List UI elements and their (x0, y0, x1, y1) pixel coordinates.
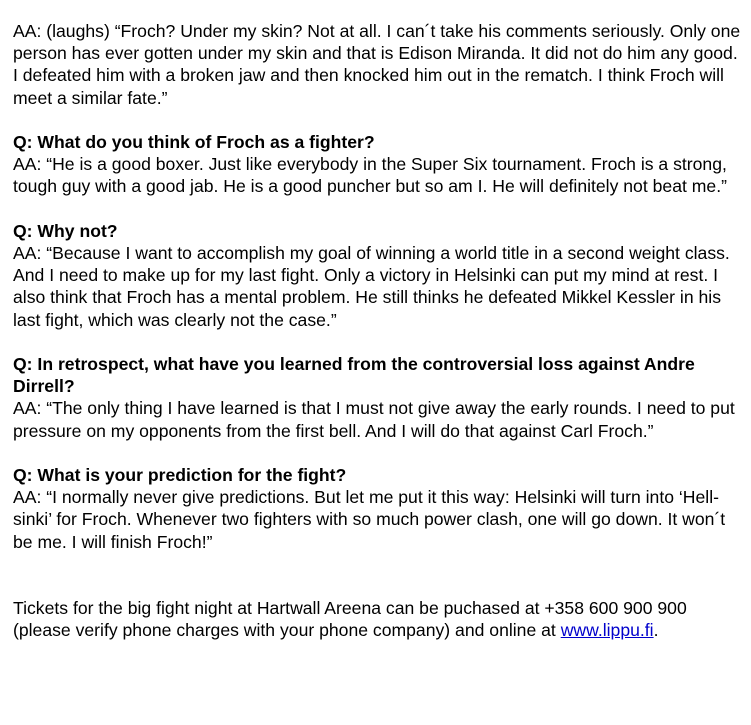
spacer (13, 553, 746, 597)
answer-3: AA: “The only thing I have learned is that I must not give away the early rounds. I need to put pressure on my opponents from the first bell. And I will do that against Carl Froch.” (13, 398, 735, 441)
tickets-paragraph (13, 597, 746, 641)
ticket-site-link[interactable]: www.lippu.fi (560, 620, 654, 641)
question-1: Q: What do you think of Froch as a fighter? (13, 132, 375, 152)
question-3: Q: In retrospect, what have you learned from the controversial loss against Andre Dirrell? (13, 354, 695, 397)
question-4: Q: What is your prediction for the fight? (13, 465, 347, 485)
answer-2: AA: “Because I want to accomplish my goal of winning a world title in a second weight class. And I need to make up for my last fight. Only a victory in Helsinki can put my mind at rest. I also think that Froch has a mental problem. He still thinks he defeated Mikkel Kessler in his last fight, which was clearly not the case.” (13, 243, 730, 330)
intro-answer: AA: (laughs) “Froch? Under my skin? Not at all. I can´t take his comments seriously. Only one person has ever gotten under my skin and that is Edison Miranda. It did not do him any good. I defeated him with a broken jaw and then knocked him out in the rematch. I think Froch will meet a similar fate.” (13, 21, 741, 108)
document-body (13, 20, 746, 642)
answer-1: AA: “He is a good boxer. Just like everybody in the Super Six tournament. Froch is a strong, tough guy with a good jab. He is a good puncher but so am I. He will definitely not beat me.” (13, 154, 727, 197)
spacer (13, 109, 746, 131)
tickets-period: . (653, 620, 659, 641)
question-2: Q: Why not? (13, 220, 118, 241)
spacer (13, 442, 746, 464)
tickets-text: Tickets for the big fight night at Hartwall Areena can be puchased at +358 600 900 900 (please verify phone charges with your phone company) and online at (13, 598, 687, 641)
spacer (13, 331, 746, 353)
answer-4: AA: “I normally never give predictions. But let me put it this way: Helsinki will turn into ‘Hell-sinki’ for Froch. Whenever two fighters with so much power clash, one will go down. It won´t be me. I will finish Froch!” (13, 487, 726, 552)
spacer (13, 198, 746, 220)
